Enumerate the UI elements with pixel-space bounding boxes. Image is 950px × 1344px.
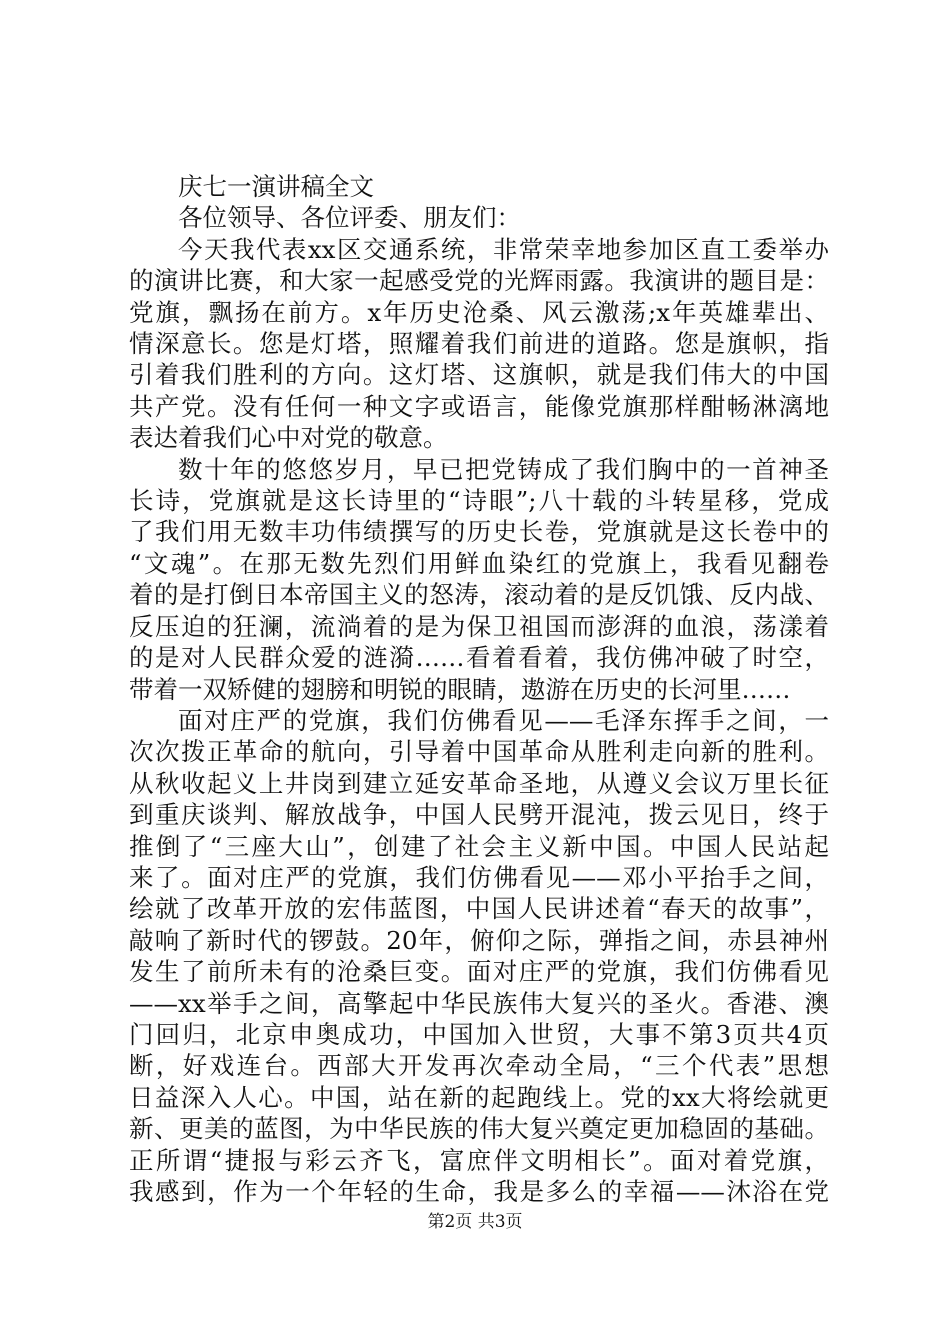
text-line: ——xx举手之间，高擎起中华民族伟大复兴的圣火。香港、澳: [129, 988, 829, 1018]
paragraph-2: [129, 454, 829, 705]
text-line: 门回归，北京申奥成功，中国加入世贸，大事不第3页共4页: [129, 1019, 829, 1049]
text-line: “文魂”。在那无数先烈们用鲜血染红的党旗上，我看见翻卷: [129, 548, 829, 578]
text-line: 断，好戏连台。西部大开发再次牵动全局，“三个代表”思想: [129, 1051, 829, 1081]
text-line: 正所谓“捷报与彩云齐飞，富庶伴文明相长”。面对着党旗，: [129, 1145, 829, 1175]
greeting-text: 各位领导、各位评委、朋友们：: [178, 203, 521, 233]
text-line: 数十年的悠悠岁月，早已把党铸成了我们胸中的一首神圣: [178, 454, 829, 484]
text-line: 了我们用无数丰功伟绩撰写的历史长卷，党旗就是这长卷中的: [129, 517, 829, 547]
text-line: 表达着我们心中对党的敬意。: [129, 423, 448, 453]
text-line: 党旗，飘扬在前方。x年历史沧桑、风云激荡;x年英雄辈出、: [129, 297, 829, 327]
text-line: 长诗，党旗就是这长诗里的“诗眼”;八十载的斗转星移，党成: [129, 486, 829, 516]
text-line: 着的是打倒日本帝国主义的怒涛，滚动着的是反饥饿、反内战、: [129, 580, 829, 610]
page-number: 第2页 共3页: [427, 1212, 523, 1232]
text-line: 到重庆谈判、解放战争，中国人民劈开混沌，拨云见日，终于: [129, 800, 829, 830]
text-line: 敲响了新时代的锣鼓。20年，俯仰之际，弹指之间，赤县神州: [129, 925, 829, 955]
text-line: 的演讲比赛，和大家一起感受党的光辉雨露。我演讲的题目是：: [129, 266, 829, 296]
text-line: 引着我们胜利的方向。这灯塔、这旗帜，就是我们伟大的中国: [129, 360, 829, 390]
text-line: 带着一双矫健的翅膀和明锐的眼睛，遨游在历史的长河里……: [129, 674, 791, 704]
paragraph-1: [129, 234, 829, 454]
text-line: 新、更美的蓝图，为中华民族的伟大复兴奠定更加稳固的基础。: [129, 1114, 829, 1144]
text-line: 今天我代表xx区交通系统，非常荣幸地参加区直工委举办: [178, 234, 829, 264]
text-line: 反压迫的狂澜，流淌着的是为保卫祖国而澎湃的血浪，荡漾着: [129, 611, 829, 641]
text-line: 从秋收起义上井岗到建立延安革命圣地，从遵义会议万里长征: [129, 768, 829, 798]
greeting: [129, 202, 829, 233]
title-text: 庆七一演讲稿全文: [178, 172, 374, 201]
text-line: 的是对人民群众爱的涟漪……看着看着，我仿佛冲破了时空，: [129, 643, 829, 673]
document-title: [129, 171, 829, 202]
text-line: 绘就了改革开放的宏伟蓝图，中国人民讲述着“春天的故事”，: [129, 894, 829, 924]
text-line: 日益深入人心。中国，站在新的起跑线上。党的xx大将绘就更: [129, 1082, 829, 1112]
page-footer: [0, 1212, 950, 1232]
document-body: [129, 171, 829, 1207]
text-line: 面对庄严的党旗，我们仿佛看见——毛泽东挥手之间，一: [178, 705, 829, 735]
text-line: 情深意长。您是灯塔，照耀着我们前进的道路。您是旗帜，指: [129, 329, 829, 359]
text-line: 我感到，作为一个年轻的生命，我是多么的幸福——沐浴在党: [129, 1177, 829, 1206]
text-line: 推倒了“三座大山”，创建了社会主义新中国。中国人民站起: [129, 831, 829, 861]
text-line: 次次拨正革命的航向，引导着中国革命从胜利走向新的胜利。: [129, 737, 829, 767]
text-line: 发生了前所未有的沧桑巨变。面对庄严的党旗，我们仿佛看见: [129, 957, 829, 987]
text-line: 来了。面对庄严的党旗，我们仿佛看见——邓小平抬手之间，: [129, 862, 829, 892]
paragraph-3: [129, 705, 829, 1208]
text-line: 共产党。没有任何一种文字或语言，能像党旗那样酣畅淋漓地: [129, 391, 829, 421]
